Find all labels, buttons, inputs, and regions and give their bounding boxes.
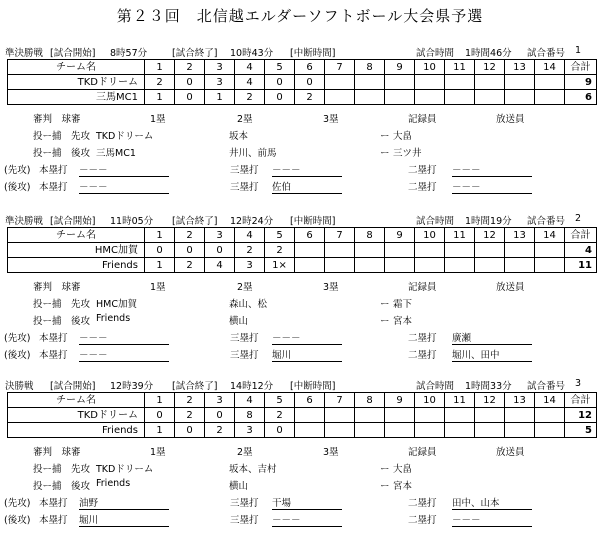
inning-score (385, 90, 415, 105)
triple-value: 堀川 (272, 347, 342, 362)
inning-header: 11 (445, 228, 475, 243)
scorer-label: 記録員 (408, 282, 437, 293)
game-header (0, 377, 600, 391)
end-time: 14時12分 (230, 381, 274, 392)
inning-score (295, 258, 325, 273)
team-column-header: チーム名 (8, 393, 145, 408)
pitchers: 井川、前馬 (229, 148, 277, 159)
team-name: TKDドリーム (8, 408, 145, 423)
inning-score: 2 (205, 423, 235, 438)
game-no-label: 試合番号 (527, 216, 566, 227)
team-name: Friends (8, 258, 145, 273)
officials-line (0, 111, 600, 126)
score-table (7, 392, 597, 438)
battery-label: 投ー捕 先攻 (33, 299, 91, 310)
battery-dash: ー (380, 299, 390, 310)
double-value: －－－ (452, 162, 532, 177)
start-label: [試合開始] (50, 216, 96, 227)
triple-label: 三塁打 (230, 333, 259, 344)
start-time: 11時05分 (110, 216, 154, 227)
inning-header: 2 (175, 60, 205, 75)
pitchers: 横山 (229, 481, 249, 492)
inning-score: 1× (265, 258, 295, 273)
triple-value: －－－ (272, 162, 342, 177)
inning-score (415, 243, 445, 258)
inning-score: 2 (145, 75, 175, 90)
duration-value: 1時間46分 (465, 48, 512, 59)
break-label: [中断時間] (290, 48, 336, 59)
total-header: 合計 (565, 393, 597, 408)
inning-score (445, 243, 475, 258)
home-run-value: 油野 (79, 495, 169, 510)
inning-header: 9 (385, 393, 415, 408)
inning-score (355, 258, 385, 273)
scorer-label: 記録員 (408, 447, 437, 458)
third-base-label: 3塁 (323, 447, 339, 458)
inning-header: 10 (415, 60, 445, 75)
inning-score (505, 90, 535, 105)
inning-score: 1 (145, 90, 175, 105)
officials-line (0, 444, 600, 459)
inning-score (445, 90, 475, 105)
total-score: 6 (565, 90, 597, 105)
battery-team: TKDドリーム (96, 464, 154, 475)
inning-score (385, 243, 415, 258)
inning-header: 11 (445, 393, 475, 408)
team-name: 三馬MC1 (8, 90, 145, 105)
end-time: 12時24分 (230, 216, 274, 227)
inning-score: 0 (145, 243, 175, 258)
inning-header: 7 (325, 228, 355, 243)
total-header: 合計 (565, 60, 597, 75)
inning-score (505, 408, 535, 423)
inning-score (535, 243, 565, 258)
inning-score (325, 423, 355, 438)
announcer-label: 放送員 (496, 447, 525, 458)
umpire-label: 審判 球審 (33, 282, 81, 293)
start-label: [試合開始] (50, 48, 96, 59)
game-header (0, 212, 600, 226)
inning-header: 9 (385, 228, 415, 243)
team-column-header: チーム名 (8, 228, 145, 243)
end-label: [試合終了] (172, 48, 218, 59)
catchers: 宮本 (393, 316, 413, 327)
scorer-label: 記録員 (408, 114, 437, 125)
battery-team: HMC加賀 (96, 299, 137, 310)
first-base-label: 1塁 (150, 447, 166, 458)
score-table (7, 59, 597, 105)
batting-order-label: (後攻) (4, 182, 31, 193)
inning-header: 3 (205, 228, 235, 243)
inning-header: 10 (415, 393, 445, 408)
battery-dash: ー (380, 464, 390, 475)
inning-header: 11 (445, 60, 475, 75)
hits-line (0, 347, 600, 362)
start-time: 12時39分 (110, 381, 154, 392)
announcer-label: 放送員 (496, 114, 525, 125)
inning-score (445, 408, 475, 423)
batting-order-label: (先攻) (4, 333, 31, 344)
catchers: 宮本 (393, 481, 413, 492)
total-score: 11 (565, 258, 597, 273)
inning-score (505, 258, 535, 273)
start-label: [試合開始] (50, 381, 96, 392)
triple-label: 三塁打 (230, 515, 259, 526)
inning-score (355, 423, 385, 438)
pitchers: 横山 (229, 316, 249, 327)
inning-score: 0 (175, 75, 205, 90)
triple-value: －－－ (272, 330, 342, 345)
double-value: 堀川、田中 (452, 347, 532, 362)
inning-score: 4 (235, 75, 265, 90)
home-run-label: 本塁打 (39, 498, 68, 509)
inning-score: 0 (265, 75, 295, 90)
break-label: [中断時間] (290, 216, 336, 227)
home-run-value: －－－ (79, 347, 169, 362)
battery-line (0, 128, 600, 143)
team-name: Friends (8, 423, 145, 438)
inning-score (475, 75, 505, 90)
game-no: 2 (575, 213, 582, 224)
inning-header: 13 (505, 60, 535, 75)
inning-header: 7 (325, 393, 355, 408)
table-row (8, 408, 597, 423)
duration-label: 試合時間 (416, 381, 455, 392)
inning-score: 0 (265, 423, 295, 438)
inning-header: 6 (295, 60, 325, 75)
total-score: 4 (565, 243, 597, 258)
catchers: 霜下 (393, 299, 413, 310)
inning-header: 3 (205, 393, 235, 408)
inning-score: 2 (235, 243, 265, 258)
double-value: －－－ (452, 179, 532, 194)
table-row (8, 243, 597, 258)
batting-order-label: (先攻) (4, 498, 31, 509)
inning-header: 8 (355, 393, 385, 408)
triple-label: 三塁打 (230, 498, 259, 509)
inning-score (475, 423, 505, 438)
table-row (8, 75, 597, 90)
battery-label: 投ー捕 先攻 (33, 464, 91, 475)
inning-header: 1 (145, 228, 175, 243)
officials-line (0, 279, 600, 294)
inning-score: 1 (145, 258, 175, 273)
end-label: [試合終了] (172, 216, 218, 227)
batting-order-label: (後攻) (4, 350, 31, 361)
inning-score (535, 75, 565, 90)
inning-header: 1 (145, 60, 175, 75)
battery-label: 投ー捕 先攻 (33, 131, 91, 142)
battery-label: 投ー捕 後攻 (33, 316, 91, 327)
score-table (7, 227, 597, 273)
inning-header: 12 (475, 228, 505, 243)
inning-score: 3 (235, 258, 265, 273)
inning-score (415, 75, 445, 90)
inning-score (325, 258, 355, 273)
inning-score: 2 (265, 408, 295, 423)
second-base-label: 2塁 (237, 282, 253, 293)
inning-header: 3 (205, 60, 235, 75)
inning-score: 2 (295, 90, 325, 105)
team-name: TKDドリーム (8, 75, 145, 90)
home-run-label: 本塁打 (39, 350, 68, 361)
catchers: 三ツ井 (393, 148, 422, 159)
inning-score (505, 243, 535, 258)
inning-score: 3 (205, 75, 235, 90)
inning-header: 13 (505, 228, 535, 243)
battery-dash: ー (380, 316, 390, 327)
inning-score (535, 423, 565, 438)
inning-score (385, 258, 415, 273)
duration-label: 試合時間 (416, 48, 455, 59)
inning-score (325, 243, 355, 258)
inning-header: 4 (235, 60, 265, 75)
break-label: [中断時間] (290, 381, 336, 392)
pitchers: 坂本、吉村 (229, 464, 277, 475)
inning-score: 0 (145, 408, 175, 423)
home-run-label: 本塁打 (39, 515, 68, 526)
double-value: －－－ (452, 512, 532, 527)
inning-header: 14 (535, 393, 565, 408)
team-name: HMC加賀 (8, 243, 145, 258)
inning-score: 2 (265, 243, 295, 258)
game-no-label: 試合番号 (527, 381, 566, 392)
inning-header: 5 (265, 60, 295, 75)
inning-score (325, 408, 355, 423)
inning-score (295, 243, 325, 258)
home-run-value: 堀川 (79, 512, 169, 527)
inning-header: 14 (535, 228, 565, 243)
inning-header: 6 (295, 228, 325, 243)
inning-score: 0 (205, 243, 235, 258)
inning-score (445, 423, 475, 438)
end-time: 10時43分 (230, 48, 274, 59)
table-header-row (8, 393, 597, 408)
inning-header: 8 (355, 60, 385, 75)
inning-header: 1 (145, 393, 175, 408)
battery-label: 投ー捕 後攻 (33, 481, 91, 492)
triple-value: 干場 (272, 495, 342, 510)
hits-line (0, 495, 600, 510)
battery-label: 投ー捕 後攻 (33, 148, 91, 159)
total-score: 9 (565, 75, 597, 90)
double-label: 二塁打 (408, 498, 437, 509)
inning-score (505, 423, 535, 438)
batting-order-label: (後攻) (4, 515, 31, 526)
home-run-value: －－－ (79, 330, 169, 345)
duration-label: 試合時間 (416, 216, 455, 227)
inning-score (475, 408, 505, 423)
inning-score (535, 90, 565, 105)
inning-header: 5 (265, 393, 295, 408)
inning-score (445, 258, 475, 273)
game-no: 3 (575, 378, 582, 389)
inning-header: 7 (325, 60, 355, 75)
inning-header: 14 (535, 60, 565, 75)
start-time: 8時57分 (110, 48, 148, 59)
inning-score (295, 423, 325, 438)
inning-score (445, 75, 475, 90)
inning-score (385, 408, 415, 423)
inning-score (355, 75, 385, 90)
round-label: 決勝戦 (5, 381, 34, 392)
inning-header: 13 (505, 393, 535, 408)
inning-score (475, 243, 505, 258)
inning-header: 4 (235, 228, 265, 243)
inning-header: 2 (175, 228, 205, 243)
battery-dash: ー (380, 481, 390, 492)
inning-score: 8 (235, 408, 265, 423)
triple-label: 三塁打 (230, 165, 259, 176)
umpire-label: 審判 球審 (33, 114, 81, 125)
table-header-row (8, 228, 597, 243)
inning-header: 8 (355, 228, 385, 243)
battery-line (0, 313, 600, 328)
inning-score: 0 (295, 75, 325, 90)
inning-score: 0 (205, 408, 235, 423)
inning-score: 2 (235, 90, 265, 105)
total-header: 合計 (565, 228, 597, 243)
triple-value: 佐伯 (272, 179, 342, 194)
inning-score (475, 90, 505, 105)
inning-score: 1 (205, 90, 235, 105)
home-run-label: 本塁打 (39, 165, 68, 176)
home-run-value: －－－ (79, 162, 169, 177)
battery-line (0, 461, 600, 476)
battery-team: 三馬MC1 (96, 148, 136, 159)
double-value: 廣瀬 (452, 330, 532, 345)
double-label: 二塁打 (408, 165, 437, 176)
battery-line (0, 478, 600, 493)
end-label: [試合終了] (172, 381, 218, 392)
inning-score: 0 (175, 243, 205, 258)
announcer-label: 放送員 (496, 282, 525, 293)
inning-score (415, 408, 445, 423)
inning-score: 3 (235, 423, 265, 438)
home-run-value: －－－ (79, 179, 169, 194)
battery-team: TKDドリーム (96, 131, 154, 142)
triple-label: 三塁打 (230, 350, 259, 361)
game-no-label: 試合番号 (527, 48, 566, 59)
hits-line (0, 512, 600, 527)
inning-score: 2 (175, 408, 205, 423)
game-no: 1 (575, 45, 582, 56)
first-base-label: 1塁 (150, 114, 166, 125)
third-base-label: 3塁 (323, 282, 339, 293)
second-base-label: 2塁 (237, 114, 253, 125)
duration-value: 1時間19分 (465, 216, 512, 227)
inning-score: 0 (175, 90, 205, 105)
triple-label: 三塁打 (230, 182, 259, 193)
inning-score (415, 90, 445, 105)
total-score: 5 (565, 423, 597, 438)
hits-line (0, 162, 600, 177)
battery-line (0, 296, 600, 311)
table-row (8, 258, 597, 273)
inning-score (355, 243, 385, 258)
inning-score (385, 423, 415, 438)
second-base-label: 2塁 (237, 447, 253, 458)
hits-line (0, 330, 600, 345)
catchers: 大畠 (393, 131, 413, 142)
inning-score (505, 75, 535, 90)
game-header (0, 44, 600, 58)
round-label: 準決勝戦 (5, 48, 44, 59)
home-run-label: 本塁打 (39, 333, 68, 344)
triple-value: －－－ (272, 512, 342, 527)
double-label: 二塁打 (408, 333, 437, 344)
inning-score: 1 (145, 423, 175, 438)
inning-score (355, 90, 385, 105)
page-title: 第２３回 北信越エルダーソフトボール大会県予選 (116, 7, 484, 25)
home-run-label: 本塁打 (39, 182, 68, 193)
inning-score: 0 (265, 90, 295, 105)
duration-value: 1時間33分 (465, 381, 512, 392)
catchers: 大畠 (393, 464, 413, 475)
inning-header: 6 (295, 393, 325, 408)
inning-header: 5 (265, 228, 295, 243)
inning-header: 12 (475, 60, 505, 75)
double-value: 田中、山本 (452, 495, 532, 510)
table-row (8, 423, 597, 438)
inning-score: 2 (175, 258, 205, 273)
inning-header: 2 (175, 393, 205, 408)
inning-score: 0 (175, 423, 205, 438)
inning-score (385, 75, 415, 90)
inning-score: 4 (205, 258, 235, 273)
battery-line (0, 145, 600, 160)
third-base-label: 3塁 (323, 114, 339, 125)
inning-score (415, 258, 445, 273)
inning-score (535, 408, 565, 423)
inning-score (295, 408, 325, 423)
battery-dash: ー (380, 131, 390, 142)
battery-dash: ー (380, 148, 390, 159)
hits-line (0, 179, 600, 194)
battery-team: Friends (96, 478, 131, 489)
inning-score (415, 423, 445, 438)
table-header-row (8, 60, 597, 75)
inning-score (475, 258, 505, 273)
inning-header: 4 (235, 393, 265, 408)
double-label: 二塁打 (408, 182, 437, 193)
inning-header: 12 (475, 393, 505, 408)
battery-team: Friends (96, 313, 131, 324)
pitchers: 森山、松 (229, 299, 268, 310)
pitchers: 坂本 (229, 131, 249, 142)
table-row (8, 90, 597, 105)
round-label: 準決勝戦 (5, 216, 44, 227)
inning-score (355, 408, 385, 423)
double-label: 二塁打 (408, 515, 437, 526)
double-label: 二塁打 (408, 350, 437, 361)
inning-header: 9 (385, 60, 415, 75)
total-score: 12 (565, 408, 597, 423)
inning-header: 10 (415, 228, 445, 243)
first-base-label: 1塁 (150, 282, 166, 293)
inning-score (325, 75, 355, 90)
batting-order-label: (先攻) (4, 165, 31, 176)
team-column-header: チーム名 (8, 60, 145, 75)
inning-score (325, 90, 355, 105)
umpire-label: 審判 球審 (33, 447, 81, 458)
inning-score (535, 258, 565, 273)
